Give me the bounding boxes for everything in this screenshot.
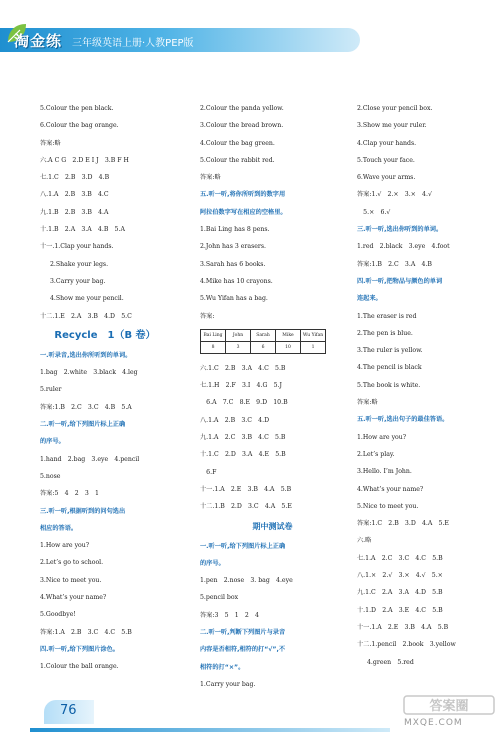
answer-line: 2.Let’s go to school. bbox=[40, 559, 104, 567]
question-heading: 阿拉伯数字写在相应的空格里。 bbox=[200, 208, 287, 216]
header-title: 三年级英语上册·人教PEP版 bbox=[72, 38, 194, 49]
answer-line: 3.Hello. I’m John. bbox=[357, 468, 412, 476]
answer-line: 十一.1.A 2.E 3.B 4.A 5.B bbox=[357, 623, 449, 631]
question-heading: 五.听一听,选出句子的最佳答语。 bbox=[357, 416, 449, 424]
answer-line: 2.Let’s play. bbox=[357, 450, 395, 458]
answer-line: 答案:略 bbox=[200, 174, 221, 182]
answer-line: 3.Sarah has 6 books. bbox=[200, 260, 266, 268]
table-cell: 3 bbox=[226, 341, 251, 353]
svg-text:答案圈: 答案圈 bbox=[429, 699, 469, 714]
answer-line: 2.Colour the panda yellow. bbox=[200, 105, 284, 112]
answer-line: 十.1.D 2.A 3.E 4.C 5.B bbox=[357, 606, 443, 614]
answer-line: 答案:1.B 2.C 3.C 4.B 5.A bbox=[40, 403, 132, 411]
answer-line: 八.1.A 2.B 3.C 4.D bbox=[200, 416, 270, 424]
answer-line: 3.Colour the bread brown. bbox=[200, 122, 284, 130]
answer-line: 九.1.B 2.B 3.B 4.A bbox=[40, 208, 109, 216]
answer-line: 5.ruler bbox=[40, 386, 62, 394]
table-header-cell: Wu Yifan bbox=[301, 329, 326, 341]
brand-logo: 淘金练 bbox=[14, 32, 63, 50]
answer-line: 4.What’s your name? bbox=[40, 594, 107, 602]
answer-line: 2.John has 3 erasers. bbox=[200, 243, 267, 251]
answer-line: 1.Bai Ling has 8 pens. bbox=[200, 226, 270, 234]
answer-line: 5.pencil box bbox=[200, 594, 239, 602]
answer-line: 4.Mike has 10 crayons. bbox=[200, 277, 273, 285]
answer-line: 4.green 5.red bbox=[367, 658, 414, 666]
answer-line: 七.1.C 2.B 3.D 4.B bbox=[40, 174, 110, 182]
answer-line: 5.Touch your face. bbox=[357, 156, 415, 164]
question-heading: 四.听一听,给下列图片涂色。 bbox=[40, 645, 119, 653]
answer-line: 1.pen 2.nose 3. bag 4.eye bbox=[200, 577, 293, 585]
table-header-cell: Mike bbox=[276, 329, 301, 341]
answer-line: 3.The ruler is yellow. bbox=[357, 347, 423, 355]
answer-line: 1.How are you? bbox=[40, 542, 90, 550]
answer-line: 4.Show me your pencil. bbox=[50, 295, 124, 303]
page-number: 76 bbox=[60, 703, 77, 718]
table-header-cell: John bbox=[226, 329, 251, 341]
answer-line: 答案:略 bbox=[357, 399, 378, 407]
answer-line: 6.Wave your arms. bbox=[357, 174, 416, 182]
answer-line: 6.Colour the bag orange. bbox=[40, 122, 119, 130]
question-heading: 一.听录音,选出你所听到的单词。 bbox=[40, 351, 132, 359]
answer-line: 3.Show me your ruler. bbox=[357, 122, 427, 130]
question-heading: 的序号。 bbox=[40, 438, 65, 446]
table-row bbox=[201, 329, 326, 341]
answer-line: 十二.1.B 2.D 3.C 4.A 5.E bbox=[200, 503, 292, 511]
answer-line: 答案:1.√ 2.× 3.× 4.√ bbox=[357, 191, 432, 199]
answer-line: 1.How are you? bbox=[357, 433, 407, 441]
answer-line: 八.1.A 2.B 3.B 4.C bbox=[40, 191, 109, 199]
answer-line: 十一.1.Clap your hands. bbox=[40, 243, 114, 251]
answer-line: 十一.1.A 2.E 3.B 4.A 5.B bbox=[200, 485, 292, 493]
answer-line: 九.1.A 2.C 3.B 4.C 5.B bbox=[200, 434, 286, 442]
answer-line: 2.The pen is blue. bbox=[357, 329, 413, 337]
answer-line: 答案:1.C 2.B 3.D 4.A 5.E bbox=[357, 520, 449, 528]
question-heading: 二.听一听,判断下列图片与录音 bbox=[200, 629, 286, 637]
question-heading: 二.听一听,给下列图片标上正确 bbox=[40, 421, 126, 429]
table-cell: 10 bbox=[276, 341, 301, 353]
answer-line: 4.Clap your hands. bbox=[357, 139, 417, 147]
question-heading: 的序号。 bbox=[200, 559, 225, 567]
midterm-title: 期中测试卷 bbox=[252, 521, 293, 531]
column-middle bbox=[200, 100, 345, 693]
table-cell: 8 bbox=[201, 341, 226, 353]
answer-line: 5.The book is white. bbox=[357, 381, 421, 389]
question-heading: 相符的打“×”。 bbox=[200, 663, 245, 671]
answer-line: 九.1.C 2.A 3.A 4.D 5.B bbox=[357, 589, 443, 597]
question-heading: 相应的答语。 bbox=[40, 524, 78, 532]
table-cell: 6 bbox=[251, 341, 276, 353]
answer-line: 2.Shake your legs. bbox=[50, 260, 109, 268]
table-row bbox=[201, 341, 326, 353]
table-header-cell: Bai Ling bbox=[201, 329, 226, 341]
question-heading: 四.听一听,把物品与颜色的单词 bbox=[357, 277, 443, 285]
question-heading: 三.听一听,根据听到的问句选出 bbox=[40, 507, 126, 515]
answer-line: 1.Carry your bag. bbox=[200, 680, 256, 688]
answer-line: 七.1.A 2.C 3.C 4.C 5.B bbox=[357, 554, 443, 562]
recycle-title: Recycle 1（B 卷） bbox=[54, 329, 156, 341]
answer-line: 4.The pencil is black bbox=[357, 364, 422, 372]
answer-line: 1.hand 2.bag 3.eye 4.pencil bbox=[40, 455, 140, 463]
answer-line: 5.Nice to meet you. bbox=[357, 502, 419, 510]
answer-line: 3.Nice to meet you. bbox=[40, 576, 102, 584]
table-header-cell: Sarah bbox=[251, 329, 276, 341]
answer-line: 答案:3 5 1 2 4 bbox=[200, 611, 259, 619]
answer-line: 六.略 bbox=[357, 537, 372, 545]
answer-line: 1.red 2.black 3.eye 4.foot bbox=[357, 243, 450, 251]
answer-line: 5.nose bbox=[40, 472, 61, 480]
answer-line: 答案:1.A 2.B 3.C 4.C 5.B bbox=[40, 628, 132, 636]
answer-line: 八.1.× 2.√ 3.× 4.√ 5.× bbox=[357, 572, 443, 580]
question-heading: 一.听一听,给下列图片标上正确 bbox=[200, 542, 286, 550]
answer-line: 十.1.B 2.A 3.A 4.B 5.A bbox=[40, 226, 125, 234]
answer-line: 3.Carry your bag. bbox=[50, 277, 106, 285]
question-heading: 五.听一听,将你所听到的数字用 bbox=[200, 191, 286, 199]
answer-line: 4.What’s your name? bbox=[357, 485, 424, 493]
answer-line: 2.Close your pencil box. bbox=[357, 105, 433, 112]
answer-table bbox=[200, 329, 326, 354]
answer-line: 1.bag 2.white 3.black 4.leg bbox=[40, 369, 138, 377]
answer-line: 答案:略 bbox=[40, 139, 61, 147]
table-cell: 1 bbox=[301, 341, 326, 353]
footer-band bbox=[30, 728, 390, 732]
answer-line: 七.1.H 2.F 3.I 4.G 5.J bbox=[200, 382, 282, 390]
answer-line: 6.F bbox=[200, 468, 217, 476]
question-heading: 三.听一听,选出你听到的单词。 bbox=[357, 226, 443, 234]
answer-line: 5.Goodbye! bbox=[40, 611, 76, 619]
answer-line: 5.Colour the rabbit red. bbox=[200, 156, 275, 164]
question-heading: 连起来。 bbox=[357, 295, 382, 303]
answer-line: 6.A 7.C 8.E 9.D 10.B bbox=[200, 399, 288, 407]
answer-line: 1.Colour the ball orange. bbox=[40, 663, 119, 671]
answer-line: 六.A C G 2.D E I J 3.B F H bbox=[40, 156, 129, 164]
answer-line: 十.1.C 2.D 3.A 4.E 5.B bbox=[200, 451, 286, 459]
answer-line: 5.Wu Yifan has a bag. bbox=[200, 295, 268, 303]
answer-line: 六.1.C 2.B 3.A 4.C 5.B bbox=[200, 364, 286, 372]
lines-a bbox=[40, 100, 170, 256]
answer-line: 答案: bbox=[200, 312, 215, 320]
watermark-text: MXQE.COM bbox=[404, 718, 463, 728]
answer-line: 十二.1.E 2.A 3.B 4.D 5.C bbox=[40, 312, 132, 320]
answer-line: 1.The eraser is red bbox=[357, 312, 417, 320]
answer-line: 5.Colour the pen black. bbox=[40, 105, 114, 112]
column-right bbox=[357, 100, 497, 671]
answer-line: 4.Colour the bag green. bbox=[200, 139, 275, 147]
answer-line: 答案:1.B 2.C 3.A 4.B bbox=[357, 260, 432, 268]
question-heading: 内容是否相符,相符的打“√”,不 bbox=[200, 646, 286, 654]
page-header bbox=[0, 0, 500, 70]
answer-line: 十二.1.pencil 2.book 3.yellow bbox=[357, 641, 456, 649]
answer-line: 答案:5 4 2 3 1 bbox=[40, 490, 99, 498]
column-left bbox=[40, 100, 170, 676]
answer-line: 5.× 6.√ bbox=[357, 208, 391, 216]
